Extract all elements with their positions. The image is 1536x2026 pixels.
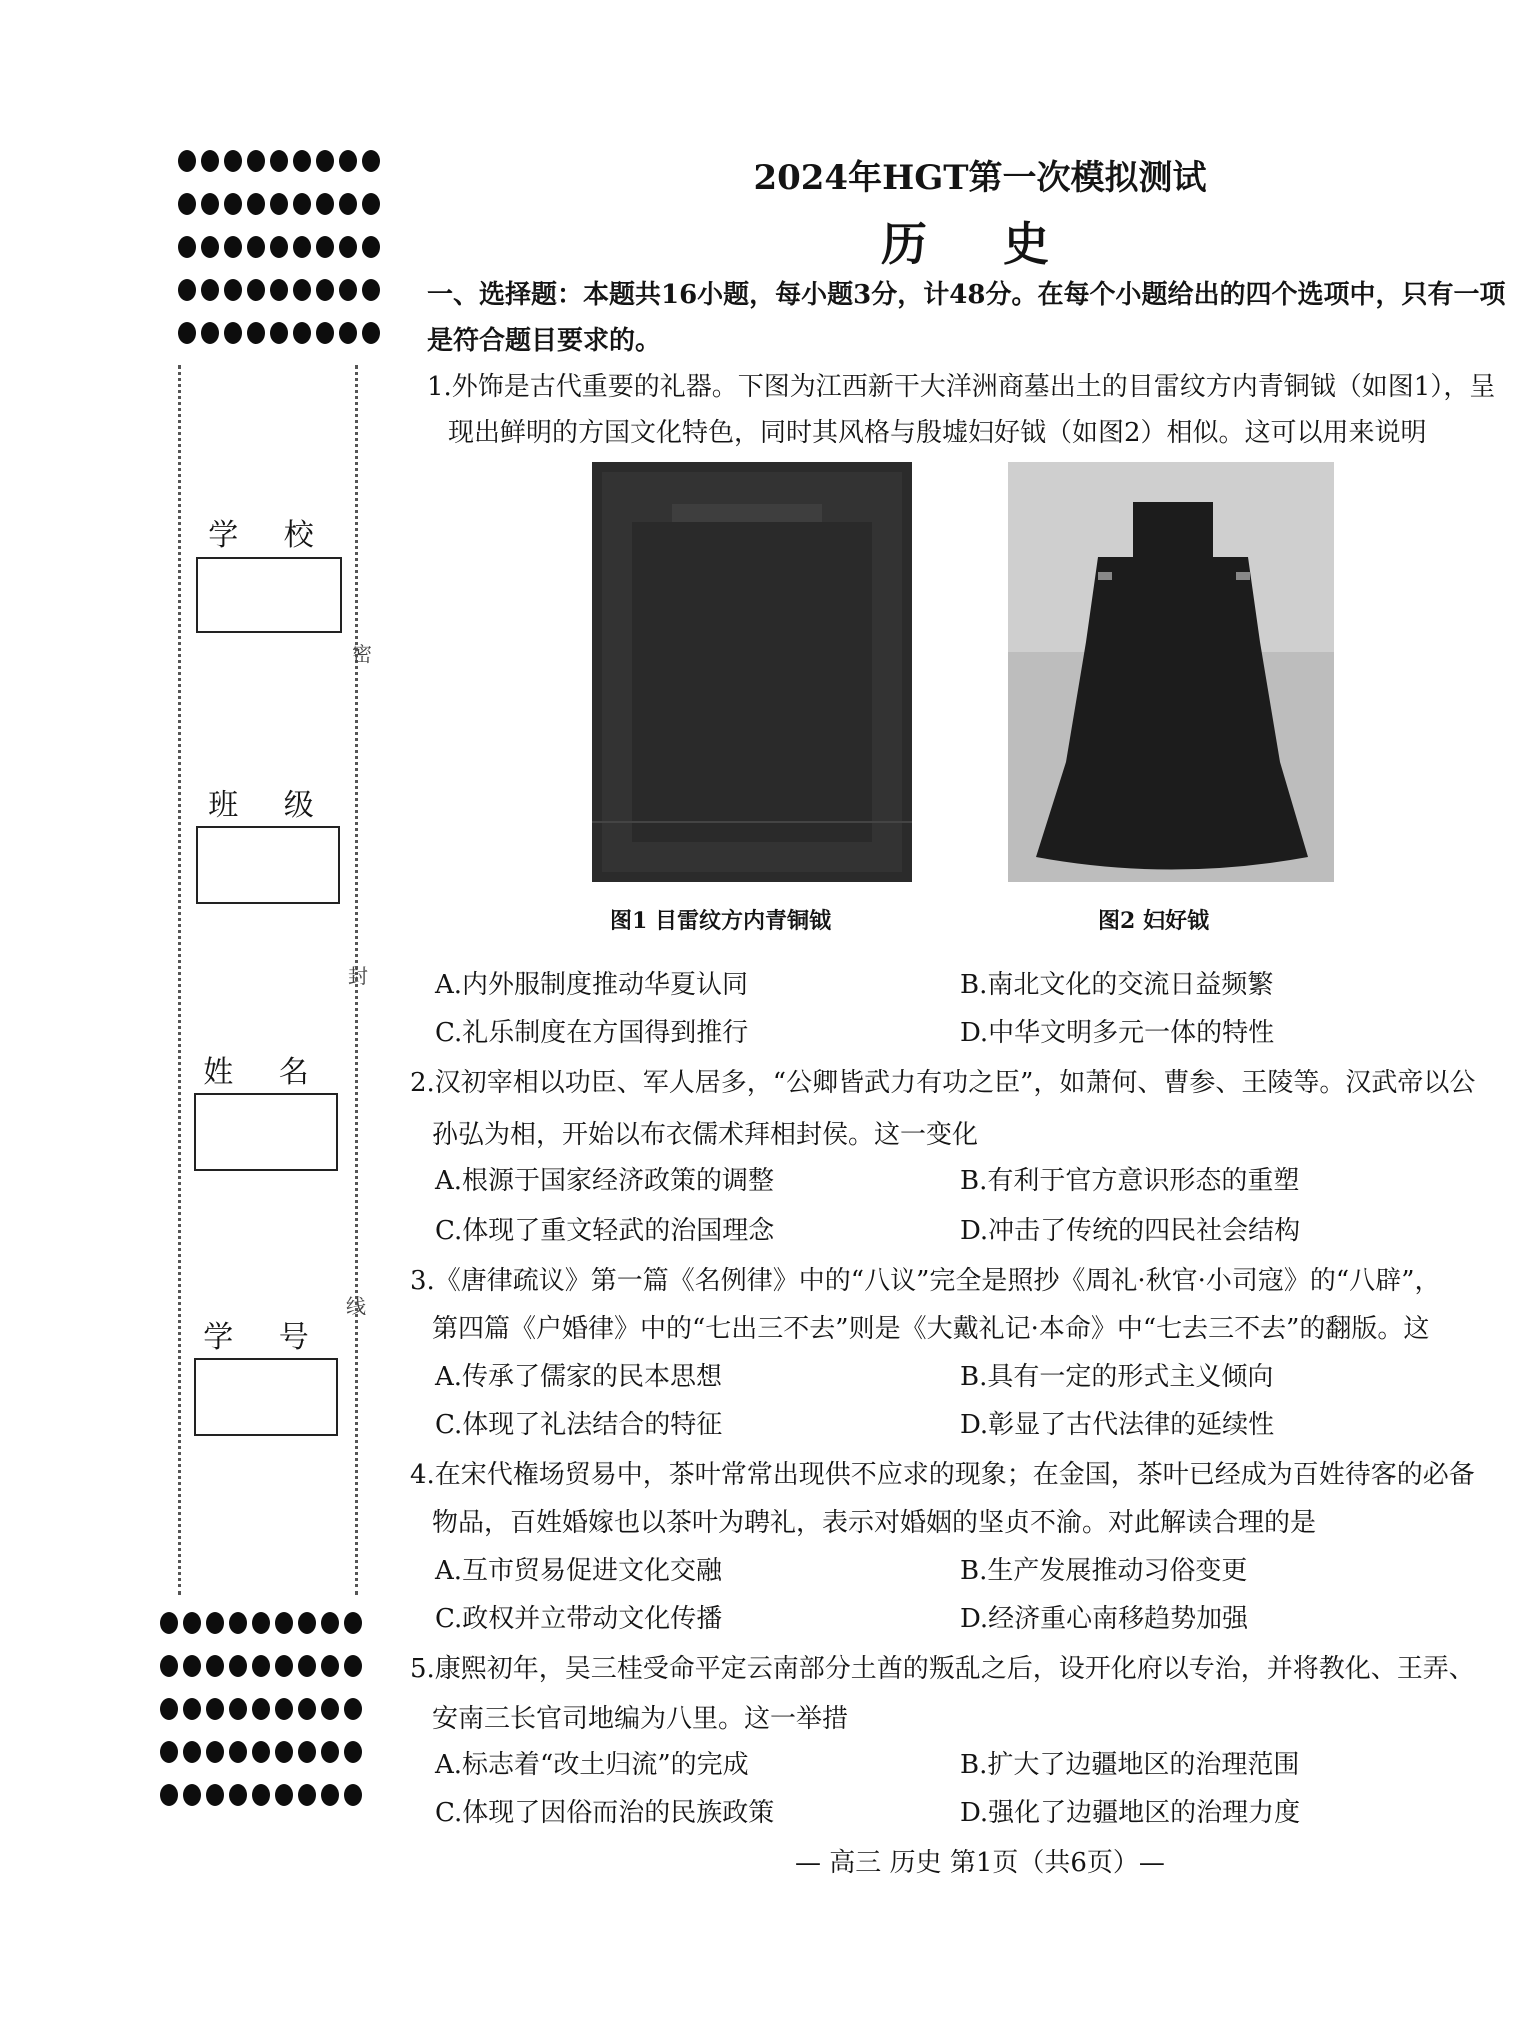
- dot-row: [160, 1655, 367, 1677]
- binding-line-left: [178, 365, 181, 1595]
- option-b[interactable]: B.具有一定的形式主义倾向: [960, 1362, 1274, 1392]
- dot-row: [160, 1612, 367, 1634]
- subject-title: 历 史: [880, 217, 1079, 271]
- question-stem: 现出鲜明的方国文化特色，同时其风格与殷墟妇好钺（如图2）相似。这可以用来说明: [448, 418, 1427, 448]
- figure-caption: 图2 妇好钺: [1098, 908, 1209, 934]
- question-stem: 物品，百姓婚嫁也以茶叶为聘礼，表示对婚姻的坚贞不渝。对此解读合理的是: [432, 1508, 1317, 1538]
- option-b[interactable]: B.有利于官方意识形态的重塑: [960, 1166, 1300, 1196]
- option-a[interactable]: A.互市贸易促进文化交融: [435, 1556, 723, 1586]
- exam-title: 2024年HGT第一次模拟测试: [753, 158, 1207, 198]
- school-label: 学 校: [208, 518, 332, 553]
- dot-row: [160, 1698, 367, 1720]
- seal-char: 线: [346, 1294, 366, 1318]
- option-c[interactable]: C.体现了礼法结合的特征: [435, 1410, 723, 1440]
- option-d[interactable]: D.经济重心南移趋势加强: [960, 1604, 1249, 1634]
- dot-row: [178, 279, 385, 301]
- dot-row: [178, 236, 385, 258]
- option-c[interactable]: C.体现了重文轻武的治国理念: [435, 1216, 775, 1246]
- question-stem: 1.外饰是古代重要的礼器。下图为江西新干大洋洲商墓出土的目雷纹方内青铜钺（如图1），呈: [427, 372, 1496, 402]
- option-c[interactable]: C.礼乐制度在方国得到推行: [435, 1018, 749, 1048]
- section-instruction: 一、选择题：本题共16小题，每小题3分，计48分。在每个小题给出的四个选项中，只有一项: [427, 280, 1506, 310]
- dot-row: [178, 193, 385, 215]
- class-label: 班 级: [208, 788, 332, 823]
- option-a[interactable]: A.标志着“改土归流”的完成: [435, 1750, 749, 1780]
- school-field[interactable]: [196, 557, 342, 633]
- question-stem: 孙弘为相，开始以布衣儒术拜相封侯。这一变化: [432, 1120, 979, 1150]
- option-b[interactable]: B.生产发展推动习俗变更: [960, 1556, 1248, 1586]
- option-b[interactable]: B.南北文化的交流日益频繁: [960, 970, 1274, 1000]
- option-d[interactable]: D.强化了边疆地区的治理力度: [960, 1798, 1301, 1828]
- seal-char: 密: [352, 642, 372, 666]
- question-stem: 安南三长官司地编为八里。这一举措: [432, 1704, 849, 1734]
- name-field[interactable]: [194, 1093, 338, 1171]
- option-a[interactable]: A.根源于国家经济政策的调整: [435, 1166, 775, 1196]
- option-d[interactable]: D.中华文明多元一体的特性: [960, 1018, 1275, 1048]
- dot-row: [178, 322, 385, 344]
- bronze-axe-photo-2: [1008, 462, 1334, 882]
- option-a[interactable]: A.内外服制度推动华夏认同: [435, 970, 749, 1000]
- question-stem: 第四篇《户婚律》中的“七出三不去”则是《大戴礼记·本命》中“七去三不去”的翻版。这: [432, 1314, 1430, 1344]
- dot-row: [160, 1784, 367, 1806]
- section-instruction: 是符合题目要求的。: [427, 326, 662, 356]
- dot-row: [178, 150, 385, 172]
- option-c[interactable]: C.体现了因俗而治的民族政策: [435, 1798, 775, 1828]
- question-stem: 2.汉初宰相以功臣、军人居多，“公卿皆武力有功之臣”，如萧何、曹参、王陵等。汉武帝以公: [410, 1068, 1476, 1098]
- option-a[interactable]: A.传承了儒家的民本思想: [435, 1362, 723, 1392]
- bronze-axe-photo-1: [592, 462, 912, 882]
- question-stem: 3.《唐律疏议》第一篇《名例律》中的“八议”完全是照抄《周礼·秋官·小司寇》的“八辟”，: [410, 1266, 1441, 1296]
- name-label: 姓 名: [203, 1055, 327, 1090]
- question-stem: 5.康熙初年，吴三桂受命平定云南部分土酋的叛乱之后，设开化府以专治，并将教化、王弄、: [410, 1654, 1475, 1684]
- page-footer: — 高三 历史 第1页（共6页）—: [795, 1848, 1165, 1878]
- class-field[interactable]: [196, 826, 340, 904]
- option-d[interactable]: D.彰显了古代法律的延续性: [960, 1410, 1275, 1440]
- option-d[interactable]: D.冲击了传统的四民社会结构: [960, 1216, 1301, 1246]
- dot-row: [160, 1741, 367, 1763]
- figure-caption: 图1 目雷纹方内青铜钺: [610, 908, 831, 934]
- option-b[interactable]: B.扩大了边疆地区的治理范围: [960, 1750, 1300, 1780]
- student-id-field[interactable]: [194, 1358, 338, 1436]
- seal-char: 封: [348, 964, 368, 988]
- student-id-label: 学 号: [203, 1320, 327, 1355]
- option-c[interactable]: C.政权并立带动文化传播: [435, 1604, 723, 1634]
- question-stem: 4.在宋代権场贸易中，茶叶常常出现供不应求的现象；在金国，茶叶已经成为百姓待客的必备: [410, 1460, 1475, 1490]
